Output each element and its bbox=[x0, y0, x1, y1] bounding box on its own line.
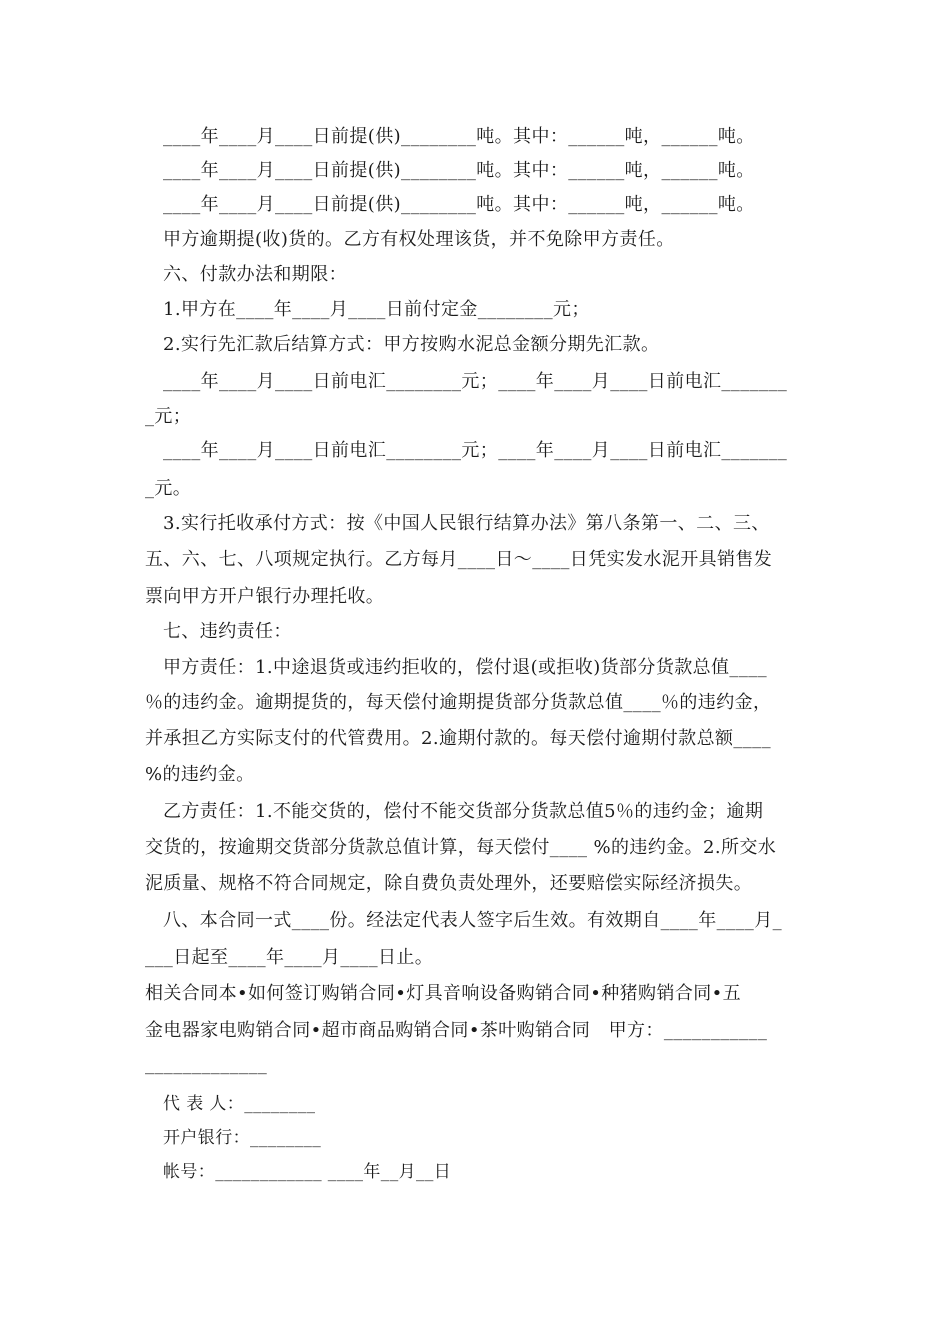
payment-item-collection: 3.实行托收承付方式：按《中国人民银行结算办法》第八条第一、二、三、 bbox=[163, 513, 770, 534]
wire-transfer-line: ____年____月____日前电汇________元；____年____月____日前电汇_______ bbox=[163, 440, 788, 461]
paragraph-line: 票向甲方开户银行办理托收。 bbox=[145, 586, 385, 607]
late-pickup-clause: 甲方逾期提(收)货的。乙方有权处理该货，并不免除甲方责任。 bbox=[163, 229, 675, 250]
paragraph-line: %的违约金。 bbox=[145, 764, 255, 785]
party-a-liability: 甲方责任：1.中途退货或违约拒收的，偿付退(或拒收)货部分货款总值____ bbox=[163, 657, 768, 678]
delivery-schedule-line: ____年____月____日前提(供)________吨。其中：______吨，______吨。 bbox=[163, 126, 755, 147]
section-heading-liability: 七、违约责任： bbox=[163, 621, 292, 642]
section-heading-payment: 六、付款办法和期限： bbox=[163, 264, 347, 285]
paragraph-line: 并承担乙方实际支付的代管费用。2.逾期付款的。每天偿付逾期付款总额____ bbox=[145, 728, 771, 749]
wire-transfer-line-cont: _元； bbox=[145, 406, 192, 427]
delivery-schedule-line: ____年____月____日前提(供)________吨。其中：______吨，______吨。 bbox=[163, 160, 755, 181]
signature-underline: _____________ bbox=[145, 1054, 268, 1075]
paragraph-line: 五、六、七、八项规定执行。乙方每月____日～____日凭实发水泥开具销售发 bbox=[145, 549, 773, 570]
paragraph-line: 泥质量、规格不符合同规定，除自费负责处理外，还要赔偿实际经济损失。 bbox=[145, 873, 753, 894]
party-b-liability: 乙方责任：1.不能交货的，偿付不能交货部分货款总值5％的违约金；逾期 bbox=[163, 801, 764, 822]
paragraph-line: ___日起至____年____月____日止。 bbox=[145, 947, 434, 968]
wire-transfer-line-cont: _元。 bbox=[145, 478, 192, 499]
related-contracts-line: 相关合同本•如何签订购销合同•灯具音响设备购销合同•种猪购销合同•五 bbox=[145, 983, 742, 1004]
representative-field: 代 表 人：________ bbox=[163, 1094, 316, 1114]
payment-item-prepay: 2.实行先汇款后结算方式：甲方按购水泥总金额分期先汇款。 bbox=[163, 334, 660, 355]
delivery-schedule-line: ____年____月____日前提(供)________吨。其中：______吨，______吨。 bbox=[163, 194, 755, 215]
wire-transfer-line: ____年____月____日前电汇________元；____年____月____日前电汇_______ bbox=[163, 371, 788, 392]
payment-item-deposit: 1.甲方在____年____月____日前付定金________元； bbox=[163, 299, 590, 320]
related-contracts-line: 金电器家电购销合同•超市商品购销合同•茶叶购销合同 甲方：___________ bbox=[145, 1020, 768, 1041]
bank-field: 开户银行：________ bbox=[163, 1128, 322, 1148]
account-date-field: 帐号：____________ ____年__月__日 bbox=[163, 1162, 452, 1182]
paragraph-line: ％的违约金。逾期提货的，每天偿付逾期提货部分货款总值____％的违约金， bbox=[145, 692, 772, 713]
section-heading-validity: 八、本合同一式____份。经法定代表人签字后生效。有效期自____年____月_ bbox=[163, 910, 782, 931]
paragraph-line: 交货的，按逾期交货部分货款总值计算，每天偿付____ %的违约金。2.所交水 bbox=[145, 837, 777, 858]
